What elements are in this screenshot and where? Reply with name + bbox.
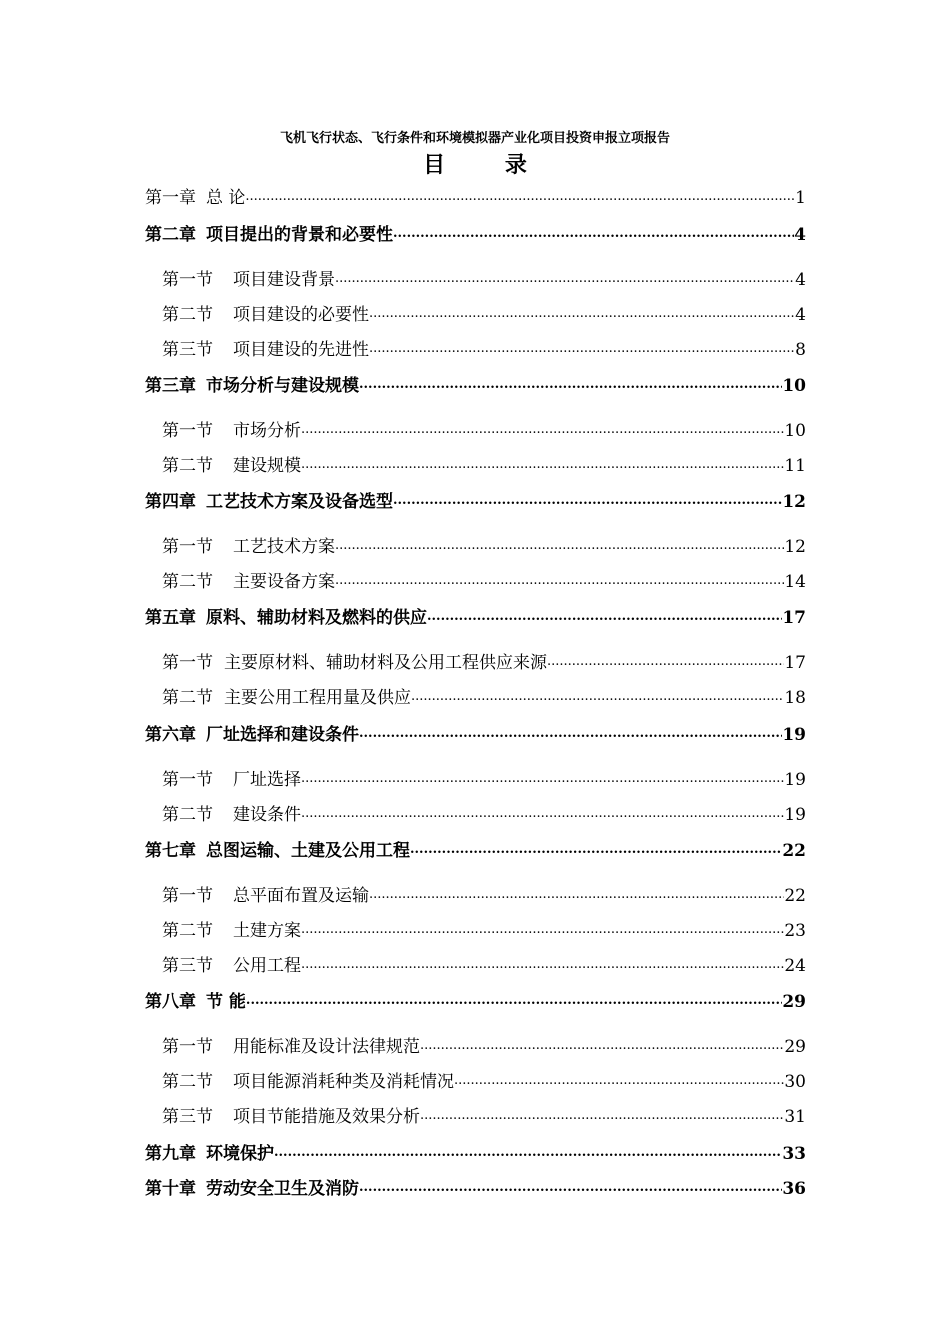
toc-entry-page: 11: [784, 456, 806, 476]
toc-entry-chapter: 第三章: [145, 376, 196, 396]
toc-entry-page: 19: [784, 805, 806, 825]
toc-leader-dots: [359, 378, 782, 396]
toc-entry-chapter: 第二节: [162, 456, 213, 476]
toc-entry-chapter: 第一节: [162, 653, 213, 673]
toc-entry[interactable]: [145, 182, 806, 208]
toc-entry-chapter: 第三节: [162, 956, 213, 976]
toc-entry[interactable]: [145, 486, 806, 512]
toc-entry-label: [162, 951, 301, 976]
toc-entry-page: 17: [782, 608, 806, 628]
toc-entry[interactable]: [162, 682, 806, 708]
toc-entry-title: 项目节能措施及效果分析: [233, 1107, 420, 1127]
toc-leader-dots: [411, 690, 784, 708]
toc-entry-title: 环境保护: [206, 1144, 274, 1164]
toc-entry-label: [162, 451, 301, 476]
toc-entry[interactable]: [162, 647, 806, 673]
toc-entry-label: [145, 220, 393, 245]
toc-entry[interactable]: [145, 1138, 806, 1164]
toc-entry-title: 项目建设的必要性: [233, 305, 369, 325]
toc-entry-title: 市场分析与建设规模: [206, 376, 359, 396]
toc-leader-dots: [245, 190, 795, 208]
toc-entry-page: 12: [784, 537, 806, 557]
toc-entry-page: 22: [782, 841, 806, 861]
toc-leader-dots: [301, 458, 784, 476]
toc-entry-label: [162, 567, 335, 592]
toc-entry[interactable]: [145, 986, 806, 1012]
toc-entry[interactable]: [162, 1066, 806, 1092]
toc-leader-dots: [301, 958, 784, 976]
toc-entry[interactable]: [162, 531, 806, 557]
toc-entry-chapter: 第一节: [162, 770, 213, 790]
toc-entry-label: [145, 487, 393, 512]
toc-entry-title: 厂址选择和建设条件: [206, 725, 359, 745]
toc-leader-dots: [301, 923, 784, 941]
toc-entry-title: 劳动安全卫生及消防: [206, 1179, 359, 1199]
toc-entry-chapter: 第三节: [162, 1107, 213, 1127]
toc-entry-page: 4: [795, 305, 806, 325]
toc-leader-dots: [547, 655, 784, 673]
toc-entry-title: 项目提出的背景和必要性: [206, 225, 393, 245]
toc-entry[interactable]: [162, 764, 806, 790]
toc-entry-title: 项目建设背景: [233, 270, 335, 290]
toc-entry[interactable]: [145, 1173, 806, 1199]
toc-entry-page: 19: [782, 725, 806, 745]
toc-entry-chapter: 第四章: [145, 492, 196, 512]
toc-leader-dots: [369, 888, 784, 906]
toc-leader-dots: [420, 1109, 784, 1127]
toc-entry[interactable]: [162, 450, 806, 476]
toc-entry[interactable]: [145, 602, 806, 628]
toc-entry-page: 24: [784, 956, 806, 976]
toc-entry-page: 23: [784, 921, 806, 941]
toc-entry-chapter: 第六章: [145, 725, 196, 745]
toc-entry-title: 项目能源消耗种类及消耗情况: [233, 1072, 454, 1092]
toc-leader-dots: [246, 994, 782, 1012]
toc-entry-title: 建设条件: [233, 805, 301, 825]
toc-entry-label: [145, 1174, 359, 1199]
toc-leader-dots: [301, 807, 784, 825]
toc-entry-label: [162, 648, 547, 673]
toc-entry-chapter: 第五章: [145, 608, 196, 628]
toc-leader-dots: [410, 843, 782, 861]
toc-entry[interactable]: [145, 219, 806, 245]
toc-entry-title: 主要原材料、辅助材料及公用工程供应来源: [224, 653, 547, 673]
toc-entry-label: [145, 987, 246, 1012]
toc-entry-page: 29: [782, 992, 806, 1012]
toc-entry[interactable]: [162, 799, 806, 825]
toc-entry-title: 原料、辅助材料及燃料的供应: [206, 608, 427, 628]
toc-entry-chapter: 第二节: [162, 805, 213, 825]
toc-entry-page: 12: [782, 492, 806, 512]
toc-entry-chapter: 第一节: [162, 886, 213, 906]
toc-entry-label: [162, 265, 335, 290]
toc-leader-dots: [393, 494, 782, 512]
toc-leader-dots: [454, 1074, 784, 1092]
toc-entry-label: [162, 683, 411, 708]
toc-entry-page: 14: [784, 572, 806, 592]
toc-entry-page: 8: [795, 340, 806, 360]
toc-entry[interactable]: [162, 915, 806, 941]
toc-entry-title: 主要公用工程用量及供应: [224, 688, 411, 708]
toc-entry-label: [145, 1139, 274, 1164]
toc-entry-label: [162, 881, 369, 906]
toc-entry-title: 建设规模: [233, 456, 301, 476]
toc-entry-chapter: 第一节: [162, 537, 213, 557]
toc-leader-dots: [335, 272, 795, 290]
toc-entry[interactable]: [162, 566, 806, 592]
toc-entry-title: 土建方案: [233, 921, 301, 941]
toc-entry-label: [162, 1067, 454, 1092]
toc-entry-chapter: 第二节: [162, 572, 213, 592]
toc-entry[interactable]: [145, 835, 806, 861]
toc-leader-dots: [369, 307, 795, 325]
toc-entry-title: 市场分析: [233, 421, 301, 441]
toc-entry-title: 节 能: [206, 992, 246, 1012]
toc-entry[interactable]: [162, 334, 806, 360]
toc-entry[interactable]: [145, 719, 806, 745]
toc-entry[interactable]: [162, 299, 806, 325]
toc-entry-page: 4: [794, 225, 806, 245]
toc-leader-dots: [335, 574, 784, 592]
toc-entry-chapter: 第一节: [162, 270, 213, 290]
toc-entry-title: 工艺技术方案: [233, 537, 335, 557]
toc-entry-label: [145, 836, 410, 861]
toc-entry-title: 用能标准及设计法律规范: [233, 1037, 420, 1057]
toc-entry-page: 17: [784, 653, 806, 673]
toc-entry-label: [162, 416, 301, 441]
toc-entry-label: [145, 720, 359, 745]
toc-entry[interactable]: [162, 264, 806, 290]
toc-entry-page: 33: [782, 1144, 806, 1164]
toc-entry-chapter: 第八章: [145, 992, 196, 1012]
toc-entry-chapter: 第一章: [145, 188, 196, 208]
toc-entry-chapter: 第二节: [162, 1072, 213, 1092]
toc-entry[interactable]: [162, 1031, 806, 1057]
toc-entry[interactable]: [162, 950, 806, 976]
toc-entry-page: 36: [782, 1179, 806, 1199]
toc-entry-chapter: 第一节: [162, 421, 213, 441]
toc-entry-title: 总平面布置及运输: [233, 886, 369, 906]
toc-entry-page: 1: [795, 188, 806, 208]
toc-entry-chapter: 第七章: [145, 841, 196, 861]
toc-entry[interactable]: [145, 370, 806, 396]
toc-entry-label: [162, 916, 301, 941]
toc-entry-page: 22: [784, 886, 806, 906]
toc-entry-label: [145, 183, 245, 208]
toc-entry-label: [145, 371, 359, 396]
toc-leader-dots: [335, 539, 784, 557]
toc-entry-title: 总图运输、土建及公用工程: [206, 841, 410, 861]
toc-entry[interactable]: [162, 415, 806, 441]
toc-entry-page: 19: [784, 770, 806, 790]
toc-entry-chapter: 第二节: [162, 921, 213, 941]
toc-leader-dots: [274, 1146, 782, 1164]
toc-entry-label: [162, 765, 301, 790]
toc-leader-dots: [369, 342, 795, 360]
document-header: 飞机飞行状态、飞行条件和环境模拟器产业化项目投资申报立项报告: [279, 131, 670, 146]
toc-entry-page: 31: [784, 1107, 806, 1127]
toc-entry[interactable]: [162, 880, 806, 906]
toc-entry-label: [162, 300, 369, 325]
toc-entry-label: [145, 603, 427, 628]
toc-entry-chapter: 第二章: [145, 225, 196, 245]
toc-entry-page: 18: [784, 688, 806, 708]
toc-entry-page: 10: [784, 421, 806, 441]
toc-entry-page: 30: [784, 1072, 806, 1092]
toc-title-text: 目 录: [423, 152, 553, 178]
toc-entry-chapter: 第二节: [162, 305, 213, 325]
toc-leader-dots: [427, 610, 782, 628]
toc-leader-dots: [393, 227, 794, 245]
toc-entry-chapter: 第三节: [162, 340, 213, 360]
toc-entry-label: [162, 532, 335, 557]
toc-leader-dots: [301, 772, 784, 790]
toc-entry-chapter: 第九章: [145, 1144, 196, 1164]
toc-entry-title: 总 论: [206, 188, 246, 208]
toc-entry[interactable]: [162, 1101, 806, 1127]
toc-leader-dots: [420, 1039, 784, 1057]
toc-entry-label: [162, 800, 301, 825]
toc-entry-title: 项目建设的先进性: [233, 340, 369, 360]
toc-entry-title: 厂址选择: [233, 770, 301, 790]
toc-leader-dots: [359, 1181, 782, 1199]
toc-entry-label: [162, 1102, 420, 1127]
toc-entry-title: 主要设备方案: [233, 572, 335, 592]
toc-entry-title: 公用工程: [233, 956, 301, 976]
toc-entry-label: [162, 335, 369, 360]
toc-leader-dots: [301, 423, 784, 441]
toc-entry-page: 10: [782, 376, 806, 396]
toc-entry-chapter: 第一节: [162, 1037, 213, 1057]
toc-entry-chapter: 第二节: [162, 688, 213, 708]
toc-entry-label: [162, 1032, 420, 1057]
toc-leader-dots: [359, 727, 782, 745]
toc-title: [0, 148, 950, 179]
toc-entry-title: 工艺技术方案及设备选型: [206, 492, 393, 512]
toc-entry-page: 29: [784, 1037, 806, 1057]
toc-entry-chapter: 第十章: [145, 1179, 196, 1199]
toc-entry-page: 4: [795, 270, 806, 290]
